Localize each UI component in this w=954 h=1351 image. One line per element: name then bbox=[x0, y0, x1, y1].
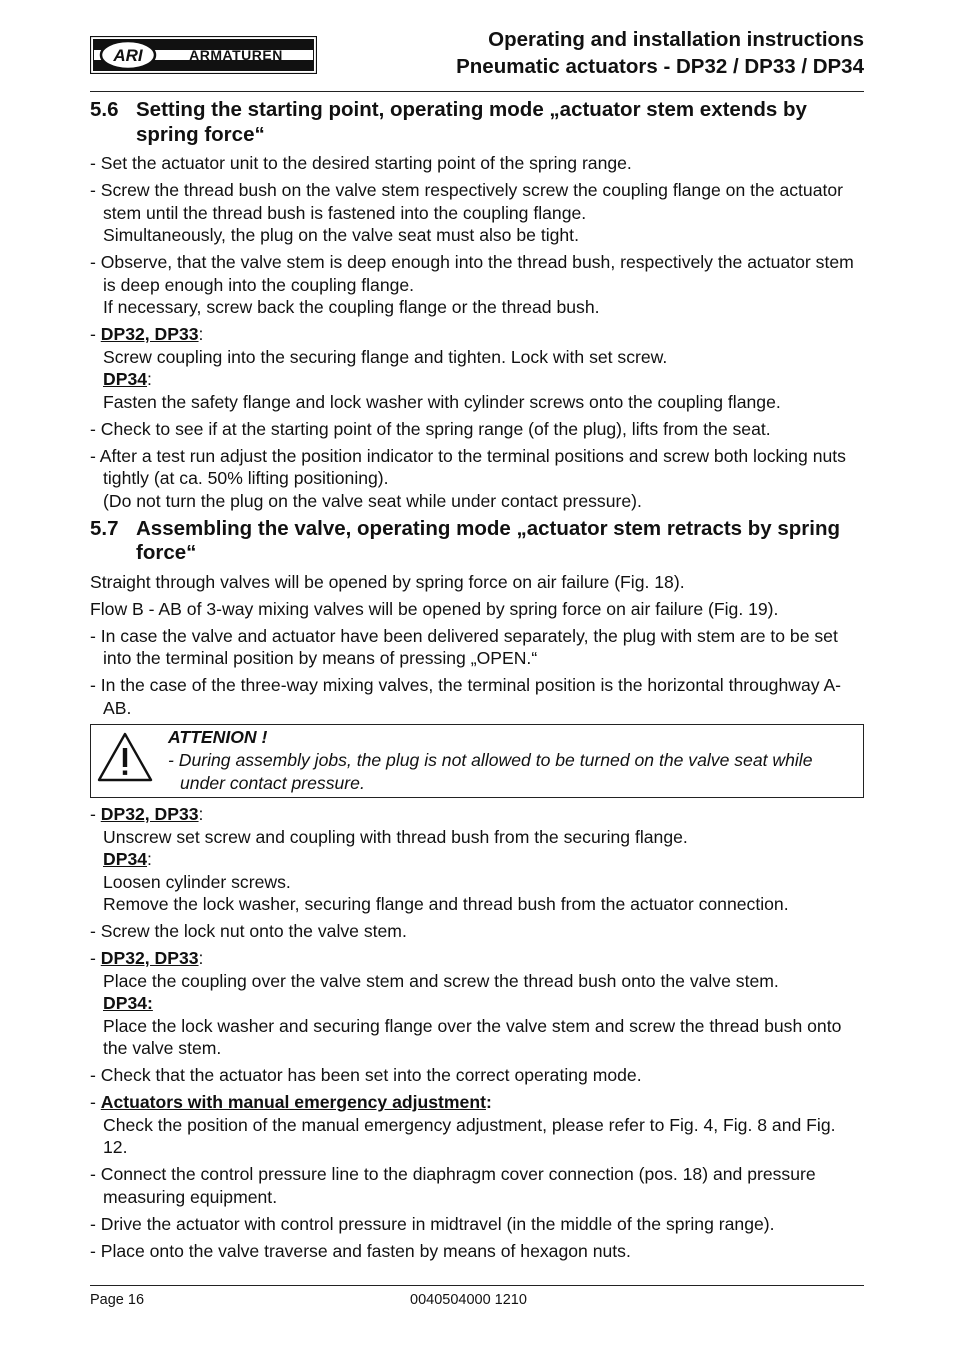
dp32-dp33-label: DP32, DP33 bbox=[100, 804, 199, 824]
dp34-label: DP34: bbox=[103, 993, 153, 1013]
paragraph: Straight through valves will be opened by spring force on air failure (Fig. 18). bbox=[90, 571, 685, 592]
list-item: - Drive the actuator with control pressure in midtravel (in the middle of the spring range). bbox=[90, 1213, 775, 1234]
dp32-dp33-label: DP32, DP33 bbox=[100, 324, 199, 344]
dp34-label: DP34 bbox=[103, 849, 148, 869]
dp34-label: DP34 bbox=[103, 369, 148, 389]
dp-instruction-block: - DP32, DP33: Screw coupling into the securing flange and tighten. Lock with set screw. DP34: Fasten the safety flange and lock washer with cylinder screws onto the coupling flange. bbox=[90, 324, 781, 412]
list-item: - In the case of the three-way mixing valves, the terminal position is the horizontal throughway A-AB. bbox=[90, 675, 842, 718]
list-item: - Place onto the valve traverse and fasten by means of hexagon nuts. bbox=[90, 1240, 631, 1261]
dp32-dp33-label: DP32, DP33 bbox=[100, 948, 199, 968]
dp-instruction-block: - DP32, DP33: Place the coupling over the valve stem and screw the thread bush onto the valve stem. DP34: Place the lock washer and securing flange over the valve stem and screw the thread bush onto the valve stem. bbox=[90, 948, 842, 1058]
header-title-line2: Pneumatic actuators - DP32 / DP33 / DP34 bbox=[456, 55, 864, 78]
footer-divider bbox=[90, 1285, 864, 1286]
svg-text:ARI: ARI bbox=[113, 46, 143, 65]
dp-instruction-block: - DP32, DP33: Unscrew set screw and coupling with thread bush from the securing flange. DP34: Loosen cylinder screws. Remove the lock washer, securing flange and thread bush from the actuator connection. bbox=[90, 804, 789, 914]
warning-text: - During assembly jobs, the plug is not allowed to be turned on the valve seat while under contact pressure. bbox=[168, 750, 813, 793]
svg-text:ARMATUREN: ARMATUREN bbox=[189, 47, 283, 63]
header-title bbox=[456, 26, 864, 80]
page-content bbox=[90, 98, 864, 1267]
section-5-7-heading: 5.7 Assembling the valve, operating mode „actuator stem retracts by spring force“ bbox=[90, 516, 841, 564]
header-divider bbox=[90, 91, 864, 92]
warning-title: ATTENION ! bbox=[168, 727, 268, 747]
warning-triangle-icon bbox=[96, 731, 154, 783]
list-item: - In case the valve and actuator have been delivered separately, the plug with stem are to be set into the terminal position by means of pressing „OPEN.“ bbox=[90, 625, 838, 668]
ari-armaturen-logo bbox=[90, 36, 317, 74]
list-item: - Observe, that the valve stem is deep enough into the thread bush, respectively the actuator stem is deep enough into the coupling flange. If necessary, screw back the coupling flange or the thread bush. bbox=[90, 252, 854, 317]
manual-adjustment-label: Actuators with manual emergency adjustment bbox=[100, 1092, 486, 1112]
list-item: - Connect the control pressure line to the diaphragm cover connection (pos. 18) and pressure measuring equipment. bbox=[90, 1164, 816, 1207]
list-item: - After a test run adjust the position indicator to the terminal positions and screw both locking nuts tightly (at ca. 50% lifting positioning). (Do not turn the plug on the valve seat while under contact pressure). bbox=[90, 445, 846, 511]
list-item: - Screw the lock nut onto the valve stem. bbox=[90, 921, 407, 941]
paragraph: Flow B - AB of 3-way mixing valves will be opened by spring force on air failure (Fig. 19). bbox=[90, 598, 779, 619]
list-item: - Check to see if at the starting point of the spring range (of the plug), lifts from the seat. bbox=[90, 418, 771, 439]
warning-box bbox=[90, 724, 864, 798]
list-item: - Screw the thread bush on the valve stem respectively screw the coupling flange on the actuator stem until the thread bush is fastened into the coupling flange. Simultaneously, the plug on the valve seat must also be tight. bbox=[90, 180, 844, 245]
section-5-6-heading: 5.6 Setting the starting point, operating mode „actuator stem extends by spring force“ bbox=[90, 98, 807, 146]
document-number: 0040504000 1210 bbox=[410, 1292, 527, 1308]
list-item: - Set the actuator unit to the desired starting point of the spring range. bbox=[90, 153, 632, 173]
manual-adjustment-block: - Actuators with manual emergency adjustment: Check the position of the manual emergency adjustment, please refer to Fig. 4, Fig. 8 and Fig. 12. bbox=[90, 1092, 836, 1157]
page-number: Page 16 bbox=[90, 1292, 145, 1308]
list-item: - Check that the actuator has been set into the correct operating mode. bbox=[90, 1065, 642, 1085]
header-title-line1: Operating and installation instructions bbox=[488, 28, 864, 51]
